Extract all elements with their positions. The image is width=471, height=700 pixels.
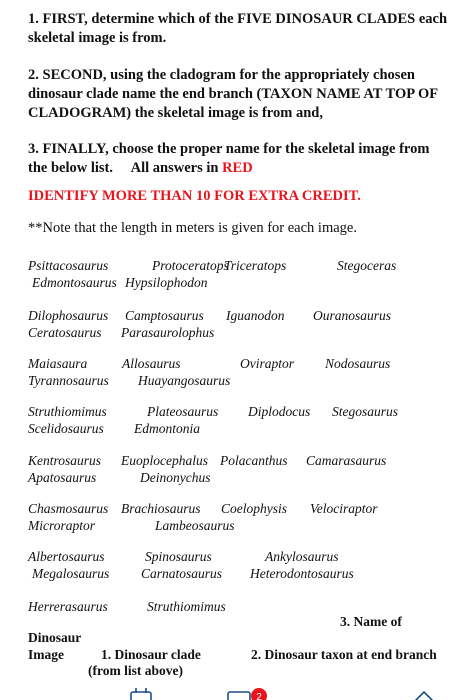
dino-name: Chasmosaurus: [28, 501, 109, 516]
dino-name: Struthiomimus: [147, 599, 226, 614]
dino-name: Stegosaurus: [332, 404, 399, 419]
dino-name: Velociraptor: [310, 501, 378, 516]
col2-header-line2: (from list above): [88, 663, 183, 678]
instruction-step-3: [28, 140, 448, 178]
col3-header: 2. Dinosaur taxon at end branch: [251, 647, 437, 662]
dino-name: Albertosaurus: [28, 549, 105, 564]
instruction-step-1: 1. FIRST, determine which of the FIVE DINOSAUR CLADES each skeletal image is from.: [28, 11, 448, 46]
col2-header-line1: 1. Dinosaur clade: [101, 647, 201, 662]
dino-name: Heterodontosaurus: [250, 566, 354, 581]
dino-name: Dilophosaurus: [28, 308, 109, 323]
dino-name: Camarasaurus: [306, 453, 387, 468]
expand-icon[interactable]: [412, 688, 436, 700]
dino-name: Hypsilophodon: [125, 275, 208, 290]
dino-name: Plateosaurus: [147, 404, 219, 419]
notification-badge: 2: [256, 692, 262, 700]
dino-name: Ceratosaurus: [28, 325, 102, 340]
name-group-3: [28, 355, 458, 389]
step-3-text: 3. FINALLY, choose the proper name for the skeletal image from the below list.: [28, 141, 430, 176]
dino-name: Ouranosaurus: [313, 308, 392, 323]
col3-header-top: 3. Name of: [340, 614, 402, 629]
dino-name: Euoplocephalus: [121, 453, 208, 468]
col1-header-line2: Image: [28, 647, 64, 662]
dino-name: Microraptor: [28, 518, 95, 533]
dino-name: Spinosaurus: [145, 549, 212, 564]
dino-name: Edmontonia: [134, 421, 200, 436]
name-group-4: [28, 403, 458, 437]
dino-name: Lambeosaurus: [155, 518, 235, 533]
dino-name: Diplodocus: [248, 404, 311, 419]
extra-credit-heading: IDENTIFY MORE THAN 10 FOR EXTRA CREDIT.: [28, 188, 361, 204]
dino-name: Protoceratops: [152, 258, 229, 273]
step-3-red: RED: [222, 160, 253, 176]
name-group-6: [28, 500, 458, 534]
dino-name: Carnatosaurus: [141, 566, 223, 581]
dino-name: Megalosaurus: [32, 566, 110, 581]
dino-name: Polacanthus: [220, 453, 288, 468]
dino-name: Allosaurus: [122, 356, 181, 371]
text-icon[interactable]: [28, 692, 62, 700]
name-group-2: [28, 307, 458, 341]
dino-name: Apatosaurus: [28, 470, 97, 485]
dino-name: Kentrosaurus: [28, 453, 102, 468]
dino-name: Coelophysis: [221, 501, 287, 516]
dino-name: Deinonychus: [140, 470, 211, 485]
dino-name: Huayangosaurus: [138, 373, 231, 388]
name-group-5: [28, 452, 458, 486]
length-note: **Note that the length in meters is given for each image.: [28, 220, 357, 236]
dino-name: Maiasaura: [28, 356, 88, 371]
dino-name: Ankylosaurus: [265, 549, 339, 564]
dino-name: Herrerasaurus: [28, 599, 108, 614]
dino-name: Struthiomimus: [28, 404, 107, 419]
dino-name: Oviraptor: [240, 356, 294, 371]
step-3-all: All answers in: [130, 160, 219, 176]
col1-header-line1: Dinosaur: [28, 630, 82, 645]
dino-name: Stegoceras: [337, 258, 397, 273]
instruction-step-2: 2. SECOND, using the cladogram for the appropriately chosen dinosaur clade name the end branch (TAXON NAME AT TOP OF CLADOGRAM) the skeletal image is from and,: [28, 67, 438, 121]
dino-name: Scelidosaurus: [28, 421, 104, 436]
dino-name: Edmontosaurus: [32, 275, 117, 290]
dino-name: Psittacosaurus: [28, 258, 109, 273]
dino-name: Parasaurolophus: [121, 325, 215, 340]
dino-name: Nodosaurus: [325, 356, 391, 371]
dino-name: Iguanodon: [226, 308, 285, 323]
dino-name: Camptosaurus: [125, 308, 204, 323]
dino-name: Brachiosaurus: [121, 501, 201, 516]
bottom-toolbar: [0, 686, 471, 700]
calendar-icon[interactable]: [129, 688, 153, 700]
name-group-8: [28, 598, 458, 615]
name-group-7: [28, 548, 458, 582]
chat-icon[interactable]: [226, 688, 270, 700]
dino-name: Triceratops: [224, 258, 287, 273]
name-group-1: [28, 257, 458, 291]
dino-name: Tyrannosaurus: [28, 373, 109, 388]
